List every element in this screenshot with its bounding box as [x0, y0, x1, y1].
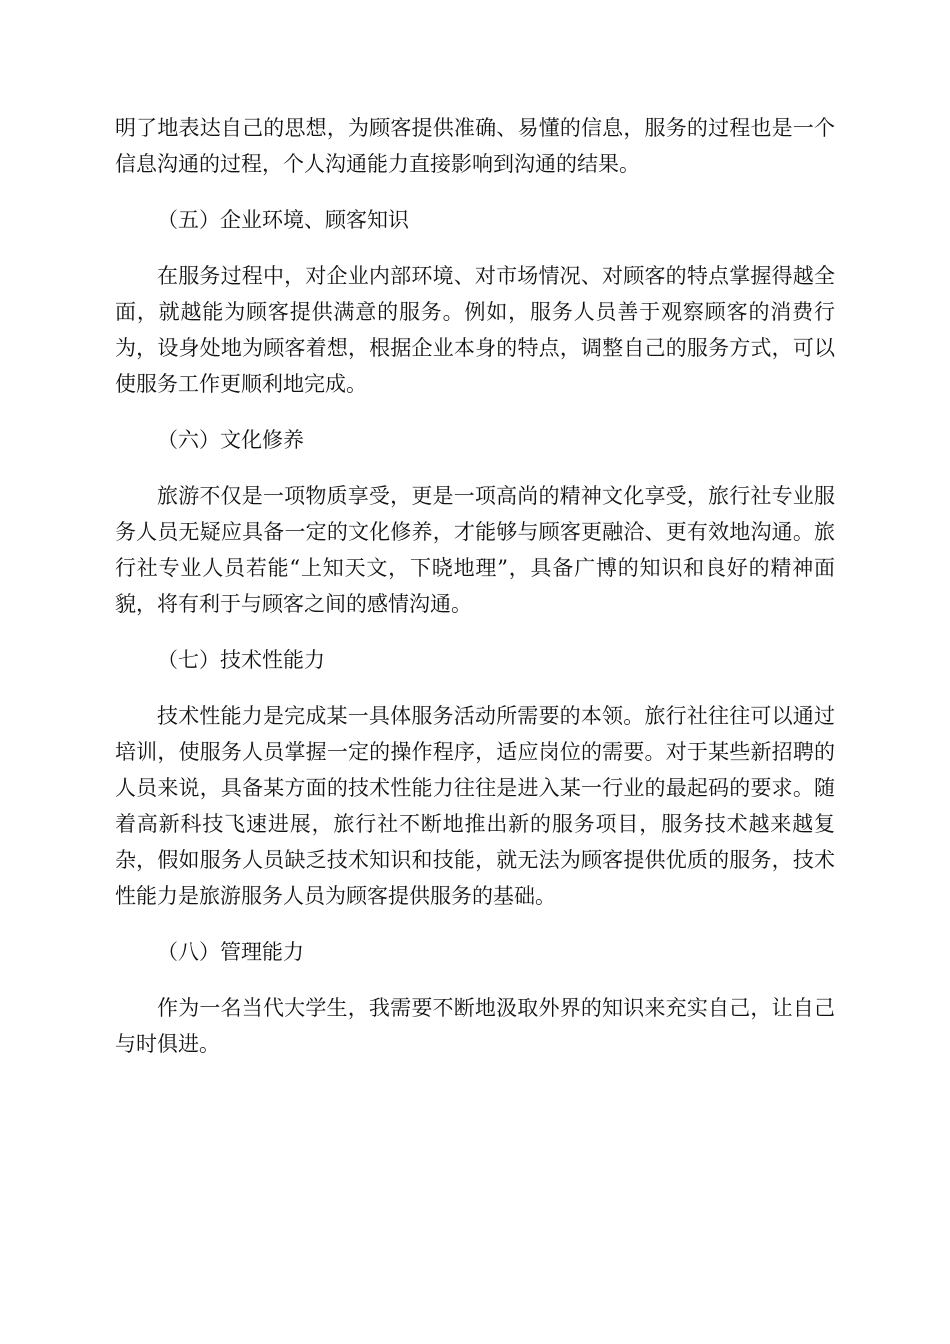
paragraph-gap: [115, 914, 835, 934]
paragraph-gap: [115, 678, 835, 698]
document-body: [115, 110, 835, 1062]
paragraph-body: 作为一名当代大学生，我需要不断地汲取外界的知识来充实自己，让自己与时俱进。: [115, 996, 835, 1056]
paragraph-body: 在服务过程中，对企业内部环境、对市场情况、对顾客的特点掌握得越全面，就越能为顾客提供满意的服务。例如，服务人员善于观察顾客的消费行为，设身处地为顾客着想，根据企业本身的特点，调整自己的服务方式，可以使服务工作更顺利地完成。: [115, 264, 835, 396]
paragraph-continuation: 明了地表达自己的思想，为顾客提供准确、易懂的信息，服务的过程也是一个信息沟通的过程，个人沟通能力直接影响到沟通的结果。: [115, 116, 835, 176]
paragraph-gap: [115, 622, 835, 642]
section-heading-7: （七）技术性能力: [157, 648, 325, 672]
paragraph-body: 技术性能力是完成某一具体服务活动所需要的本领。旅行社往往可以通过培训，使服务人员掌握一定的操作程序，适应岗位的需要。对于某些新招聘的人员来说，具备某方面的技术性能力往往是进入某一行业的最起码的要求。随着高新科技飞速进展，旅行社不断地推出新的服务项目，服务技术越来越复杂，假如服务人员缺乏技术知识和技能，就无法为顾客提供优质的服务，技术性能力是旅游服务人员为顾客提供服务的基础。: [115, 704, 835, 908]
paragraph-gap: [115, 182, 835, 202]
paragraph-gap: [115, 970, 835, 990]
paragraph-gap: [115, 458, 835, 478]
section-heading-6: （六）文化修养: [157, 428, 304, 452]
paragraph-gap: [115, 238, 835, 258]
section-heading-8: （八）管理能力: [157, 940, 304, 964]
paragraph-body: 旅游不仅是一项物质享受，更是一项高尚的精神文化享受，旅行社专业服务人员无疑应具备一定的文化修养，才能够与顾客更融洽、更有效地沟通。旅行社专业人员若能“上知天文，下晓地理”，具备广博的知识和良好的精神面貌，将有利于与顾客之间的感情沟通。: [115, 484, 835, 616]
paragraph-gap: [115, 402, 835, 422]
section-heading-5: （五）企业环境、顾客知识: [157, 208, 409, 232]
